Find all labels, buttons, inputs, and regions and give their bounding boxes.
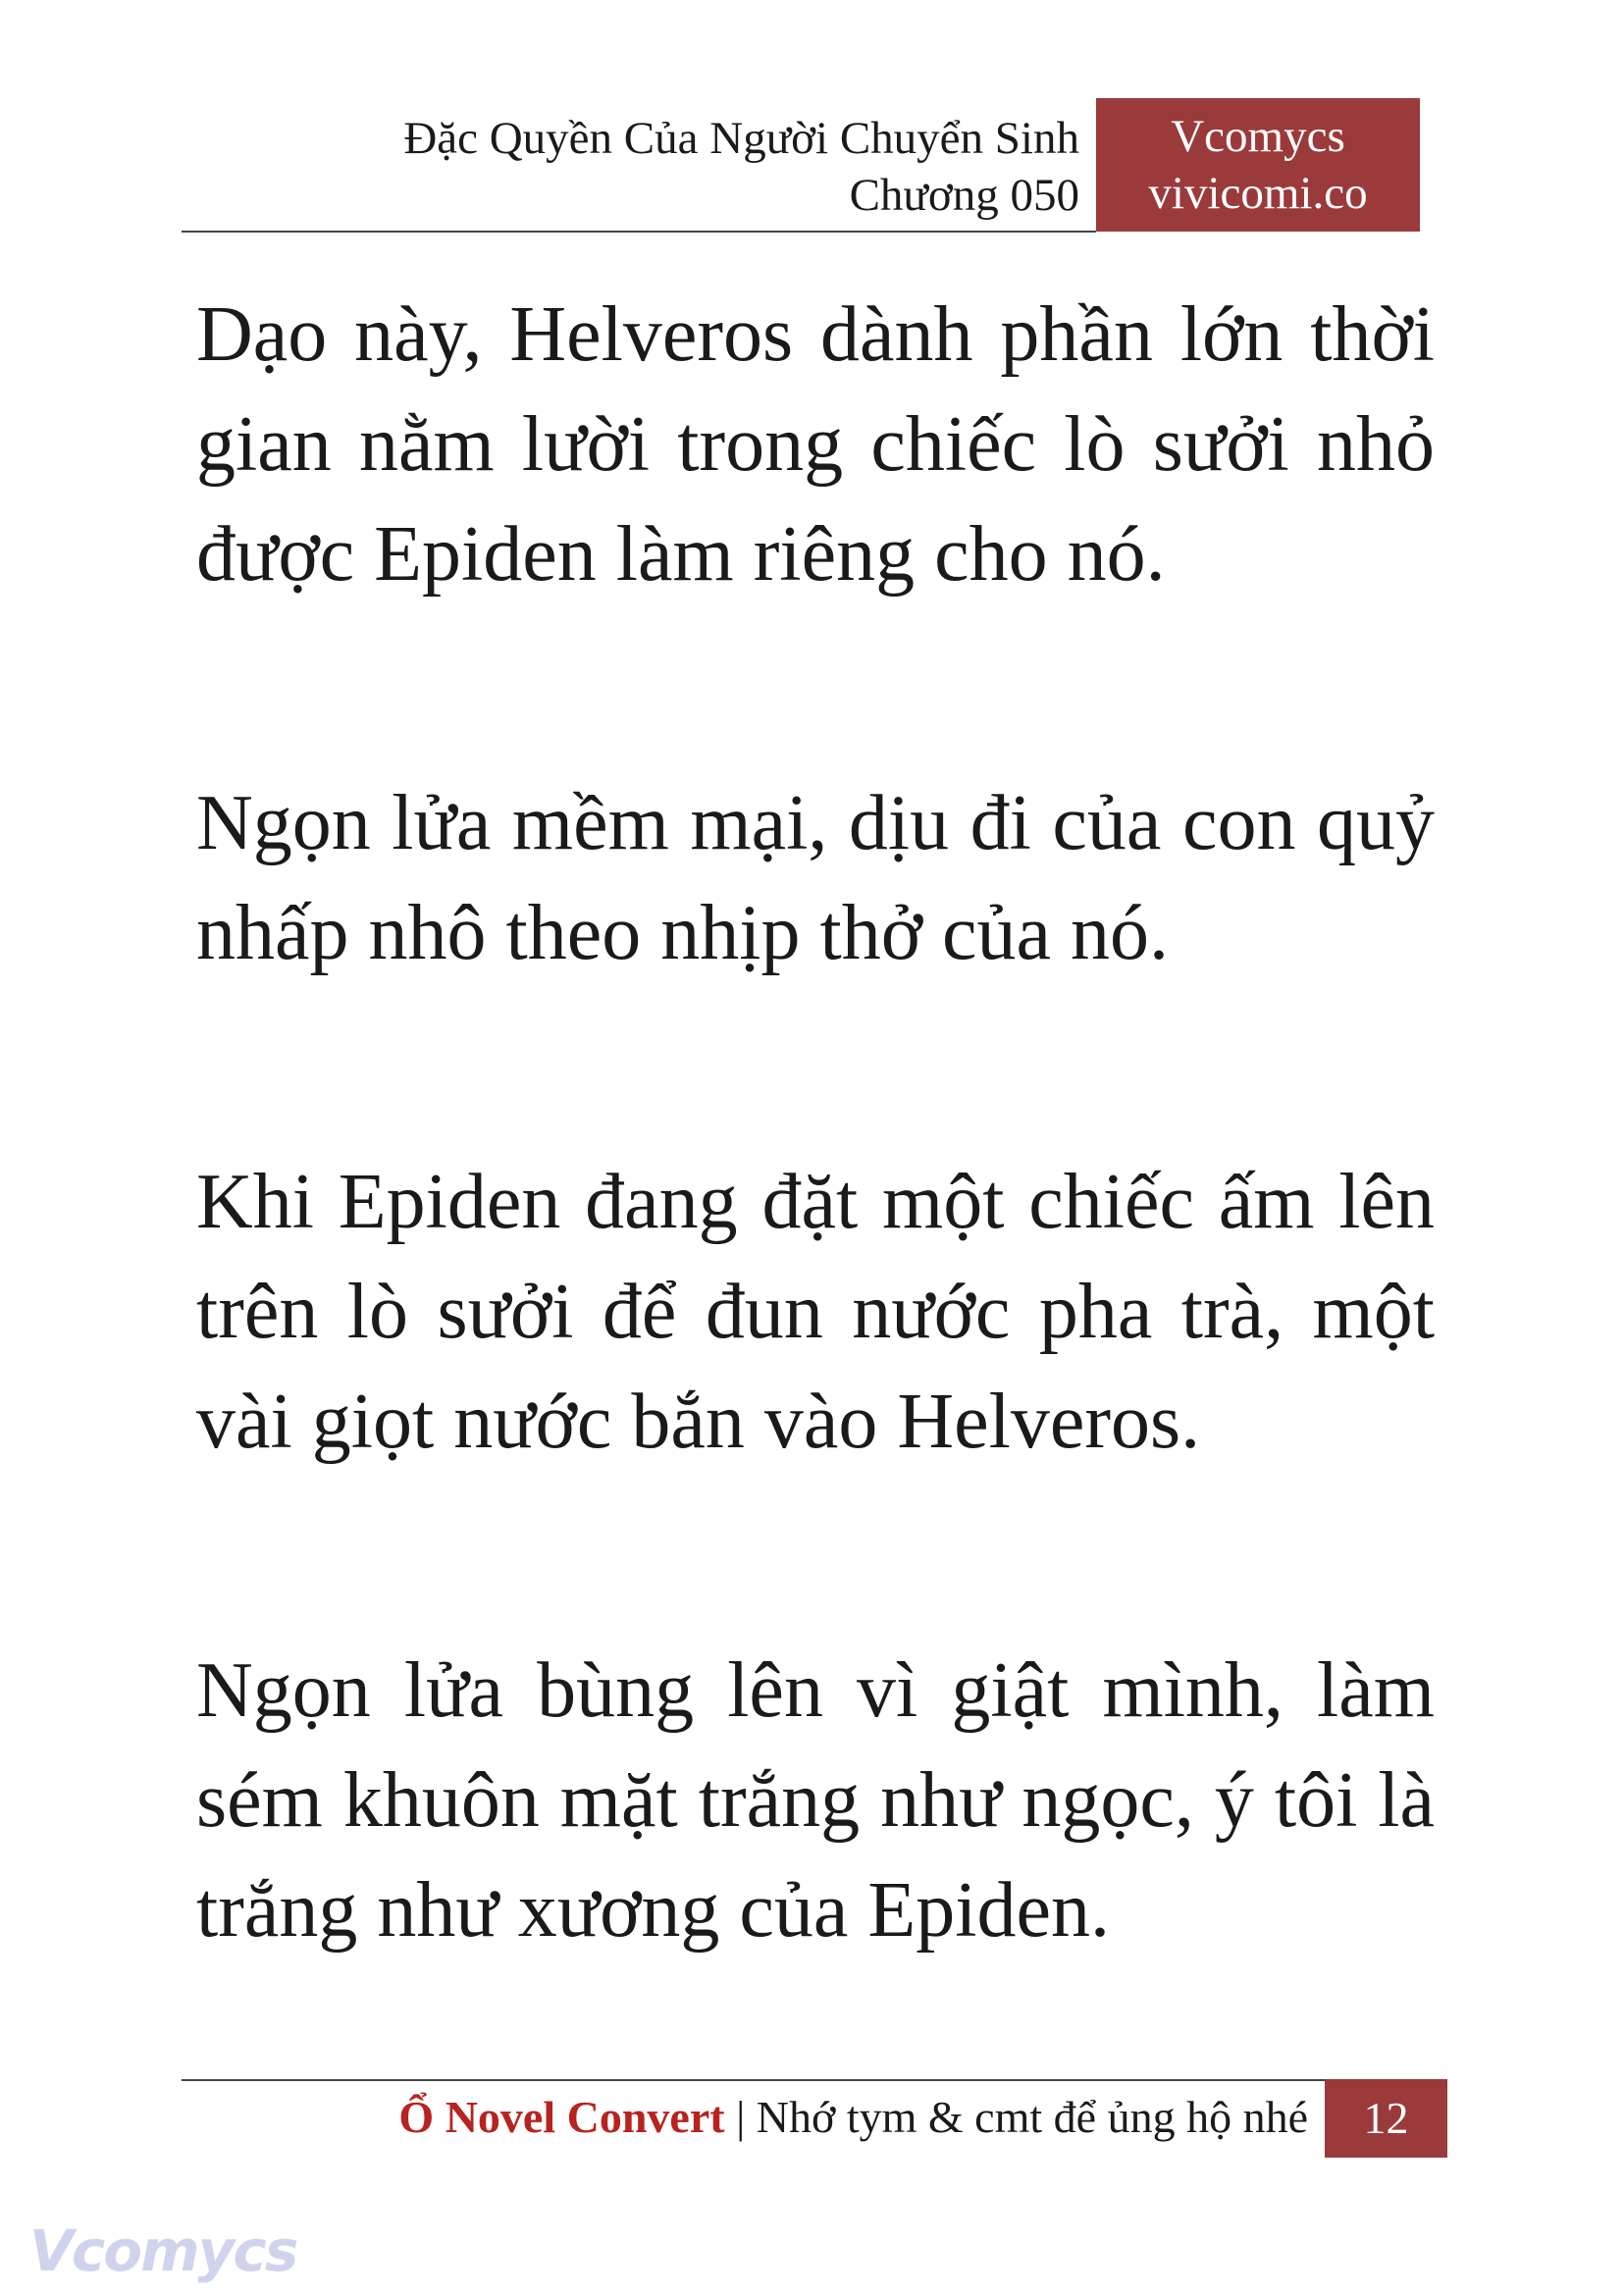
page-number: 12: [1325, 2079, 1447, 2158]
brand-name: Vcomycs: [1171, 111, 1345, 162]
brand-site: vivicomi.co: [1148, 168, 1368, 219]
paragraph: Khi Epiden đang đặt một chiếc ấm lên trên lò sưởi để đun nước pha trà, một vài giọt nước bắn vào Helveros.: [196, 1159, 1435, 1465]
paragraph: Ngọn lửa bùng lên vì giật mình, làm sém khuôn mặt trắng như ngọc, ý tôi là trắng như xương của Epiden.: [196, 1647, 1435, 1954]
page-body: [196, 280, 1435, 2124]
book-title: Đặc Quyền Của Người Chuyển Sinh: [403, 113, 1079, 164]
footer-message: Nhớ tym & cmt để ủng hộ nhé: [756, 2092, 1308, 2142]
watermark-logo: Vcomycs: [29, 2217, 297, 2284]
header-divider: [182, 231, 1096, 233]
footer-divider: [182, 2079, 1325, 2081]
chapter-label: Chương 050: [849, 170, 1079, 221]
running-header: [403, 110, 1079, 224]
footer-separator: |: [736, 2092, 746, 2142]
footer-brand: Ổ Novel Convert: [398, 2092, 725, 2142]
paragraph: Dạo này, Helveros dành phần lớn thời gian nằm lười trong chiếc lò sưởi nhỏ được Epiden làm riêng cho nó.: [196, 291, 1435, 598]
brand-box: [1096, 98, 1420, 232]
page-footer: [398, 2088, 1308, 2147]
paragraph: Ngọn lửa mềm mại, dịu đi của con quỷ nhấp nhô theo nhịp thở của nó.: [196, 780, 1435, 976]
